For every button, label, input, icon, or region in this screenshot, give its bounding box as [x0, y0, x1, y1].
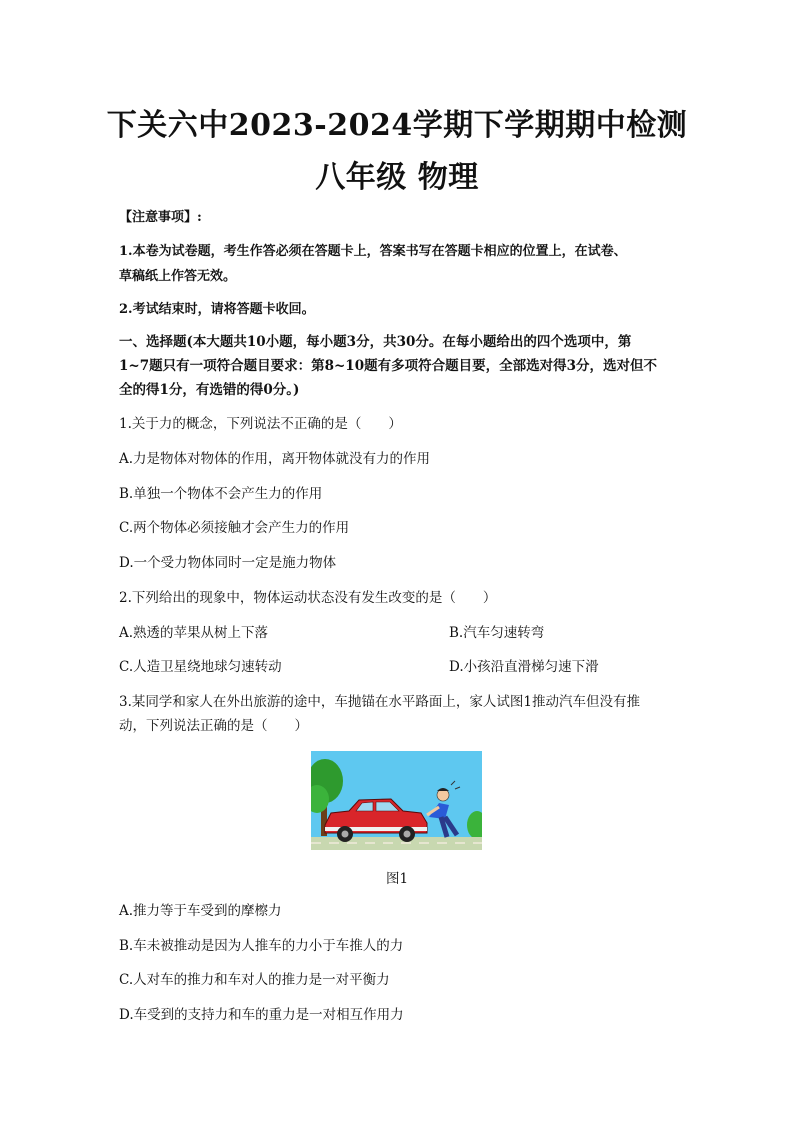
q2-option-d: D.小孩沿直滑梯匀速下滑	[449, 659, 599, 675]
section-1-instructions-line-1: 一、选择题(本大题共10小题，每小题3分，共30分。在每小题给出的四个选项中，第	[119, 334, 632, 350]
q2-option-a: A.熟透的苹果从树上下落	[119, 625, 269, 641]
q1-stem: 1.关于力的概念，下列说法不正确的是（ ）	[119, 416, 402, 432]
section-1-instructions-line-3: 全的得1分，有选错的得0分。)	[119, 382, 300, 398]
q1-option-a: A.力是物体对物体的作用，离开物体就没有力的作用	[119, 451, 431, 467]
q2-option-c: C.人造卫星绕地球匀速转动	[119, 659, 282, 675]
exam-title: 下关六中2023-2024学期下学期期中检测	[106, 108, 688, 143]
q1-option-c: C.两个物体必须接触才会产生力的作用	[119, 520, 350, 536]
q3-option-d: D.车受到的支持力和车的重力是一对相互作用力	[119, 1007, 404, 1023]
q3-stem-line-2: 动，下列说法正确的是（ ）	[119, 718, 308, 734]
q3-option-a: A.推力等于车受到的摩檫力	[119, 903, 282, 919]
q1-option-d: D.一个受力物体同时一定是施力物体	[119, 555, 337, 571]
q3-option-b: B.车未被推动是因为人推车的力小于车推人的力	[119, 938, 404, 954]
notice-item-1-line-1: 1.本卷为试卷题，考生作答必须在答题卡上，答案书写在答题卡相应的位置上，在试卷、	[119, 244, 627, 259]
q1-option-b: B.单独一个物体不会产生力的作用	[119, 486, 323, 502]
section-1-instructions-line-2: 1~7题只有一项符合题目要求：第8~10题有多项符合题目要，全部选对得3分，选对但不	[119, 358, 657, 374]
q3-stem-line-1: 3.某同学和家人在外出旅游的途中，车抛锚在水平路面上，家人试图1推动汽车但没有推	[119, 694, 640, 710]
q2-option-b: B.汽车匀速转弯	[449, 625, 545, 641]
notice-heading: 【注意事项】:	[119, 210, 202, 225]
notice-item-2: 2.考试结束时，请将答题卡收回。	[119, 302, 315, 317]
figure-1-caption: 图1	[385, 871, 409, 887]
figure-1-illustration	[311, 751, 482, 850]
q2-stem: 2.下列给出的现象中，物体运动状态没有发生改变的是（ ）	[119, 590, 497, 606]
notice-item-1-line-2: 草稿纸上作答无效。	[119, 269, 237, 284]
q3-option-c: C.人对车的推力和车对人的推力是一对平衡力	[119, 972, 390, 988]
exam-subtitle: 八年级 物理	[315, 160, 479, 195]
